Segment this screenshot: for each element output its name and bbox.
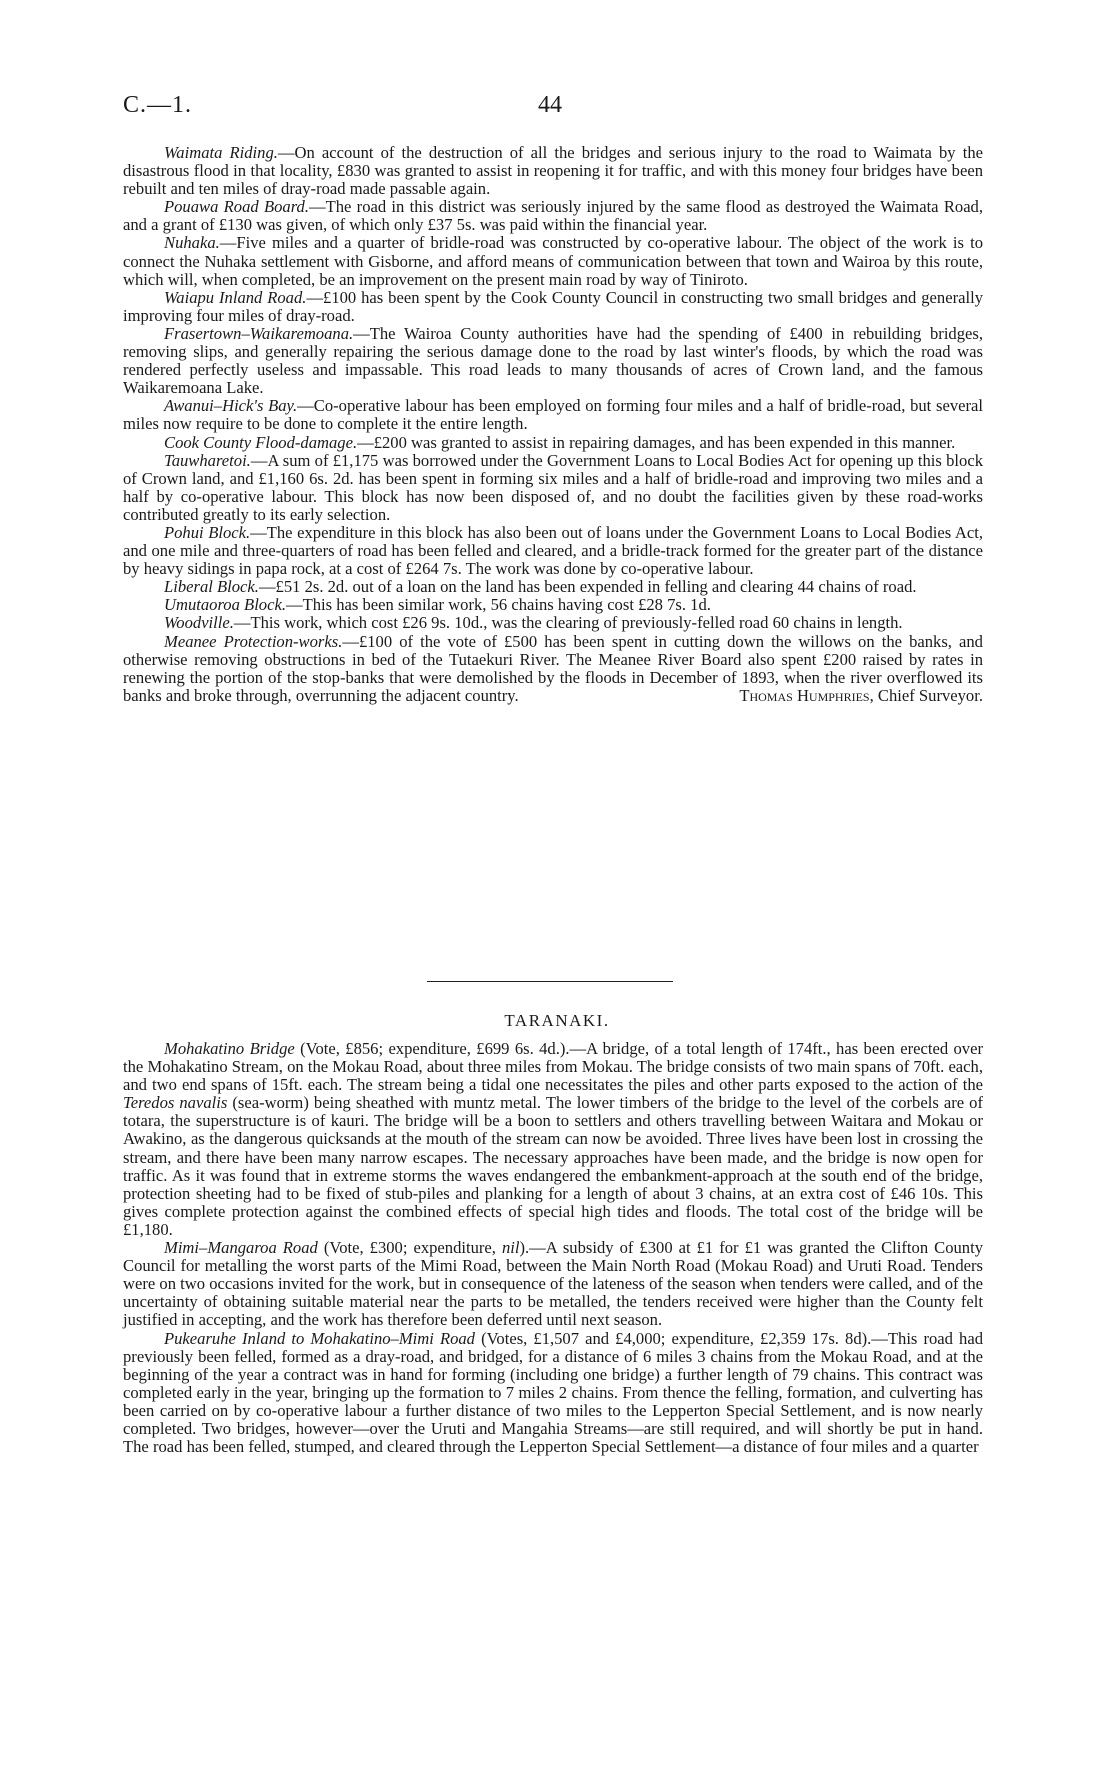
paragraph-title: Waiapu Inland Road. xyxy=(164,287,307,307)
nil-value: nil xyxy=(501,1238,520,1258)
paragraph-text: —Co-operative labour has been employed on forming four miles and a half of bridle-road, but several miles now require to be done to complete it the entire length. xyxy=(123,396,983,434)
paragraph xyxy=(123,198,983,234)
paragraph-text: —The Wairoa County authorities have had the spending of £400 in rebuilding bridges, removing slips, and generally repairing the serious damage done to the road by last winter's floods, by which the road was rendered perfectly useless and impassable. This road leads to many thousands of acres of Crown land, and the famous Waikaremoana Lake. xyxy=(123,323,983,398)
section-heading: TARANAKI. xyxy=(504,1011,610,1030)
paragraph xyxy=(123,1330,983,1457)
paragraph-text: —The expenditure in this block has also been out of loans under the Government Loans to Local Bodies Act, and one mile and three-quarters of road has been felled and cleared, and a bridle-track formed for the greater part of the distance by heavy sidings in papa rock, at a cost of £264 7s. The work was done by co-operative labour. xyxy=(123,522,983,579)
section-hawkes-bay-reports xyxy=(123,144,983,705)
paragraph xyxy=(123,434,983,452)
paragraph-text: ).—A subsidy of £300 at £1 for £1 was granted the Clifton County Council for metalling the worst parts of the Mimi Road, between the Main North Road (Mokau Road) and Uruti Road. Tenders were on two occasions invited for the work, but in consequence of the lateness of the season when tenders were called, and of the uncertainty of obtaining suitable material near the parts to be metalled, the tenders received were higher than the County felt justified in accepting, and the work has therefore been deferred until next season. xyxy=(123,1238,984,1330)
document-reference: C.—1. xyxy=(123,92,193,118)
paragraph-text: —£51 2s. 2d. out of a loan on the land has been expended in felling and clearing 44 chains of road. xyxy=(258,577,917,597)
paragraph-title: Woodville. xyxy=(164,613,234,633)
paragraph-title: Pukearuhe Inland to Mohakatino–Mimi Road xyxy=(164,1328,475,1348)
paragraph-text: —£200 was granted to assist in repairing damages, and has been expended in this manner. xyxy=(357,432,956,452)
paragraph-title: Tauwharetoi. xyxy=(164,450,251,470)
paragraph-title: Mohakatino Bridge xyxy=(164,1039,295,1058)
paragraph xyxy=(123,524,983,578)
paragraph-title: Cook County Flood-damage. xyxy=(164,432,358,452)
signature xyxy=(698,687,983,705)
paragraph xyxy=(123,234,983,288)
section-taranaki xyxy=(123,1040,983,1456)
paragraph-text: (sea-worm) being sheathed with muntz metal. The lower timbers of the bridge to the level of the corbels are of totara, the superstructure is of kauri. The bridge will be a boon to settlers and others travelling between Waitara and Mokau or Awakino, as the dangerous quicksands at the mouth of the stream can now be avoided. Three lives have been lost in crossing the stream, and there have been many narrow escapes. The necessary approaches have been made, and the bridge is now open for traffic. As it was found that in extreme storms the waves endangered the embankment-approach at the south end of the bridge, protection sheeting had to be fixed of stub-piles and planking for a length of about 3 chains, at an extra cost of £46 10s. This gives complete protection against the combined effects of special high tides and floods. The total cost of the bridge will be £1,180. xyxy=(123,1093,983,1239)
paragraph xyxy=(123,596,983,614)
paragraph xyxy=(123,289,983,325)
paragraph-text: —Five miles and a quarter of bridle-road was constructed by co-operative labour. The object of the work is to connect the Nuhaka settlement with Gisborne, and afford means of communication between that town and Wairoa by this route, which will, when completed, be an improvement on the present main road by way of Tiniroto. xyxy=(123,233,983,289)
paragraph-title: Nuhaka. xyxy=(164,233,220,253)
paragraph-title: Pouawa Road Board. xyxy=(164,197,309,217)
paragraph-title: Waimata Riding. xyxy=(164,143,278,162)
paragraph xyxy=(123,1239,983,1329)
paragraph-title: Liberal Block. xyxy=(164,577,259,597)
paragraph-text: (Vote, £856; expenditure, £699 6s. 4d.).—A bridge, of a total length of 174ft., has been erected over the Mohakatino Stream, on the Mokau Road, about three miles from Mokau. The bridge consists of two main spans of 70ft. each, and two end spans of 15ft. each. The stream being a tidal one necessitates the piles and other parts exposed to the action of the xyxy=(123,1039,983,1095)
paragraph-text: —£100 has been spent by the Cook County Council in constructing two small bridges and generally improving four miles of dray-road. xyxy=(123,287,983,325)
paragraph-text: —The road in this district was seriously injured by the same flood as destroyed the Waimata Road, and a grant of £130 was given, of which only £37 5s. was paid within the financial year. xyxy=(123,197,983,235)
signature-name: Thomas Humphries xyxy=(739,685,870,705)
section-divider xyxy=(427,981,673,982)
paragraph xyxy=(123,633,983,705)
paragraph-title: Pohui Block. xyxy=(164,522,251,542)
paragraph-title: Frasertown–Waikaremoana. xyxy=(164,323,354,343)
paragraph-text: —£100 of the vote of £500 has been spent in cutting down the willows on the banks, and otherwise removing obstructions in bed of the Tutaekuri River. The Meanee River Board also spent £200 raised by rates in renewing the portion of the stop-banks that were demolished by the floods in December of 1893, when the river overflowed its banks and broke through, overrunning the adjacent country. xyxy=(123,631,983,705)
paragraph-text: —On account of the destruction of all the bridges and serious injury to the road to Waimata by the disastrous flood in that locality, £830 was granted to assist in reopening it for traffic, and with this money four bridges have been rebuilt and ten miles of dray-road made passable again. xyxy=(123,143,983,199)
paragraph-title: Meanee Protection-works. xyxy=(164,631,343,651)
page-number: 44 xyxy=(538,92,562,118)
paragraph-title: Umutaoroa Block. xyxy=(164,595,286,615)
paragraph-text: (Vote, £300; expenditure, xyxy=(317,1238,502,1258)
paragraph-text: (Votes, £1,507 and £4,000; expenditure, £2,359 17s. 8d).—This road had previously been felled, formed as a dray-road, and bridged, for a distance of 6 miles 3 chains from the Mokau Road, and at the beginning of the year a contract was in hand for forming (including one bridge) a further length of 79 chains. This contract was completed early in the year, bringing up the formation to 7 miles 2 chains. From thence the felling, formation, and culverting has been carried on by co-operative labour a further distance of two miles to the Lepperton Special Settlement, and is now nearly completed. Two bridges, however—over the Uruti and Mangahia Streams—are still required, and will shortly be put in hand. The road has been felled, stumped, and cleared through the Lepperton Special Settlement—a distance of four miles and a quarter xyxy=(123,1328,983,1457)
paragraph xyxy=(123,614,983,632)
paragraph-text: —This work, which cost £26 9s. 10d., was the clearing of previously-felled road 60 chains in length. xyxy=(233,613,903,633)
paragraph xyxy=(123,397,983,433)
species-name: Teredos navalis xyxy=(123,1093,228,1113)
paragraph-title: Awanui–Hick's Bay. xyxy=(164,396,298,416)
paragraph-title: Mimi–Mangaroa Road xyxy=(164,1238,318,1258)
signature-role: , Chief Surveyor. xyxy=(869,685,983,705)
paragraph xyxy=(123,144,983,198)
paragraph xyxy=(123,1040,983,1239)
paragraph xyxy=(123,452,983,524)
paragraph xyxy=(123,325,983,397)
paragraph xyxy=(123,578,983,596)
paragraph-text: —This has been similar work, 56 chains having cost £28 7s. 1d. xyxy=(285,595,711,615)
paragraph-text: —A sum of £1,175 was borrowed under the Government Loans to Local Bodies Act for opening up this block of Crown land, and £1,160 6s. 2d. has been spent in forming six miles and a half of bridle-road and improving two miles and a half by co-operative labour. This block has now been disposed of, and no doubt the facilities given by these road-works contributed greatly to its early selection. xyxy=(123,450,983,524)
